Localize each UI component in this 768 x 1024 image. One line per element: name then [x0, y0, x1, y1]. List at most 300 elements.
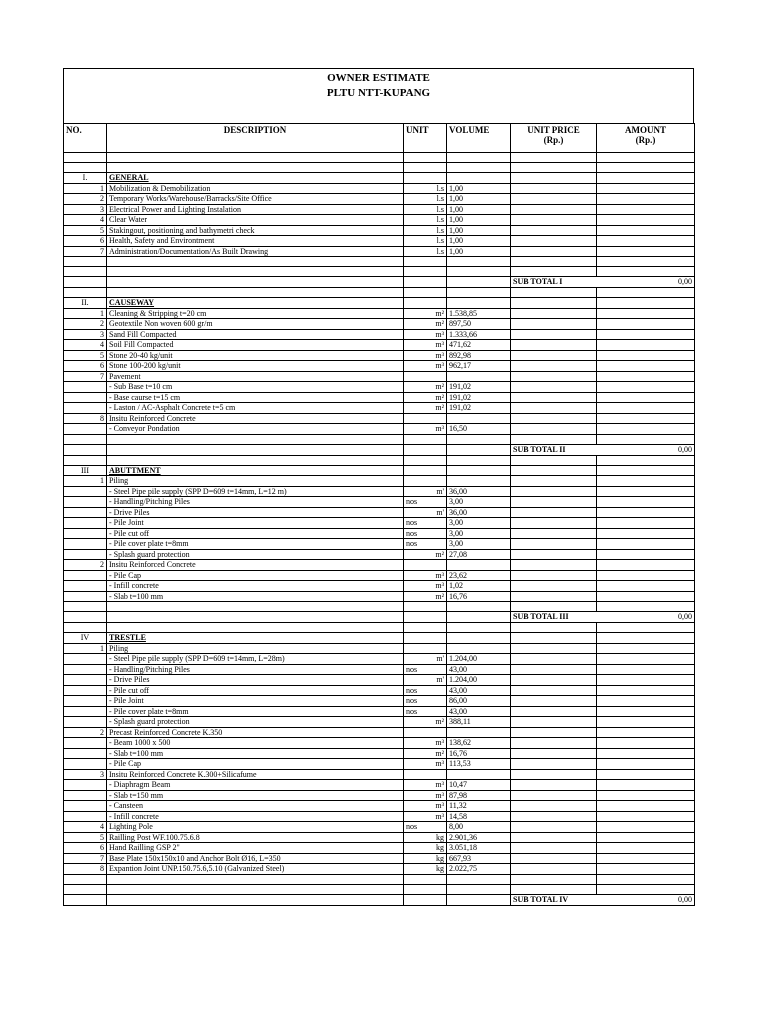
item-unit: m² [404, 392, 447, 403]
item-description: Piling [107, 643, 404, 654]
item-volume [447, 560, 511, 571]
item-volume [447, 371, 511, 382]
column-header-amount [597, 124, 695, 153]
line-item-row [64, 403, 695, 414]
item-unit: nos [404, 539, 447, 550]
subtotal-amount: 0,00 [597, 444, 695, 455]
item-number [64, 539, 107, 550]
item-amount [597, 340, 695, 351]
item-unit-price [511, 591, 597, 602]
item-number [64, 801, 107, 812]
table-header-row [64, 124, 695, 153]
item-description: Pavement [107, 371, 404, 382]
line-item-row [64, 591, 695, 602]
item-unit [404, 476, 447, 487]
item-amount [597, 811, 695, 822]
item-unit-price [511, 204, 597, 215]
item-unit: m² [404, 382, 447, 393]
item-unit: kg [404, 832, 447, 843]
item-unit: m³ [404, 350, 447, 361]
item-unit: m² [404, 403, 447, 414]
column-header-unit: UNIT [404, 124, 447, 153]
unit-cell [404, 444, 447, 455]
unit-price-cell [511, 465, 597, 476]
unit-price-cell [511, 298, 597, 309]
item-unit-price [511, 246, 597, 257]
item-volume: 3,00 [447, 518, 511, 529]
item-amount [597, 236, 695, 247]
item-unit: nos [404, 685, 447, 696]
item-unit: nos [404, 696, 447, 707]
subtotal-row [64, 277, 695, 288]
item-unit [404, 560, 447, 571]
item-volume: 1.333,66 [447, 329, 511, 340]
document-header [63, 68, 694, 123]
subtotal-amount: 0,00 [597, 612, 695, 623]
item-volume: 3,00 [447, 539, 511, 550]
line-item-row [64, 539, 695, 550]
item-volume: 962,17 [447, 361, 511, 372]
description-cell [107, 612, 404, 623]
item-unit-price [511, 706, 597, 717]
unit-cell [404, 277, 447, 288]
no-cell [64, 288, 107, 298]
item-unit: m² [404, 591, 447, 602]
unit-cell [404, 455, 447, 465]
line-item-row [64, 350, 695, 361]
blank-row [64, 288, 695, 298]
item-description: Soil Fill Compacted [107, 340, 404, 351]
line-item-row [64, 696, 695, 707]
item-volume [447, 643, 511, 654]
item-volume: 43,00 [447, 706, 511, 717]
line-item-row [64, 759, 695, 770]
description-cell [107, 455, 404, 465]
subtotal-amount: 0,00 [597, 277, 695, 288]
item-volume: 897,50 [447, 319, 511, 330]
item-amount [597, 759, 695, 770]
amount-cell [597, 153, 695, 163]
item-unit-price [511, 790, 597, 801]
item-number [64, 382, 107, 393]
item-unit [404, 769, 447, 780]
item-unit: m³ [404, 780, 447, 791]
line-item-row [64, 664, 695, 675]
subtotal-label: SUB TOTAL I [511, 277, 597, 288]
item-number: 2 [64, 727, 107, 738]
item-description: Insitu Reinforced Concrete K.300+Silicafume [107, 769, 404, 780]
line-item-row [64, 738, 695, 749]
item-number [64, 403, 107, 414]
item-amount [597, 350, 695, 361]
item-unit-price [511, 518, 597, 529]
description-cell [107, 288, 404, 298]
item-description: - Pile cut off [107, 528, 404, 539]
item-number [64, 780, 107, 791]
item-unit-price [511, 486, 597, 497]
item-unit-price [511, 843, 597, 854]
no-cell [64, 623, 107, 633]
item-amount [597, 769, 695, 780]
line-item-row [64, 706, 695, 717]
item-number: 2 [64, 319, 107, 330]
item-description: Base Plate 150x150x10 and Anchor Bolt Ø16, L=350 [107, 853, 404, 864]
item-unit-price [511, 308, 597, 319]
description-cell [107, 623, 404, 633]
blank-row [64, 257, 695, 267]
no-cell [64, 455, 107, 465]
item-description: - Pile Joint [107, 518, 404, 529]
item-unit: m' [404, 654, 447, 665]
line-item-row [64, 769, 695, 780]
item-volume: 3.051,18 [447, 843, 511, 854]
item-description: Hand Railling GSP 2" [107, 843, 404, 854]
unit-cell [404, 874, 447, 884]
item-unit-price [511, 643, 597, 654]
item-number [64, 392, 107, 403]
unit-cell [404, 288, 447, 298]
item-description: - Steel Pipe pile supply (SPP D=609 t=14mm, L=12 m) [107, 486, 404, 497]
volume-cell [447, 163, 511, 173]
item-amount [597, 570, 695, 581]
item-amount [597, 183, 695, 194]
item-amount [597, 204, 695, 215]
section-heading-row [64, 173, 695, 184]
item-description: - Handling/Pitching Piles [107, 497, 404, 508]
item-volume: 87,98 [447, 790, 511, 801]
item-unit: nos [404, 822, 447, 833]
line-item-row [64, 685, 695, 696]
section-title: GENERAL [107, 173, 404, 184]
item-number [64, 790, 107, 801]
item-amount [597, 832, 695, 843]
item-number: 1 [64, 476, 107, 487]
blank-row [64, 602, 695, 612]
no-cell [64, 153, 107, 163]
document-subtitle: PLTU NTT-KUPANG [326, 87, 431, 99]
item-description: Clear Water [107, 215, 404, 226]
item-volume: 667,93 [447, 853, 511, 864]
item-description: - Pile Cap [107, 759, 404, 770]
line-item-row [64, 371, 695, 382]
item-amount [597, 643, 695, 654]
item-description: - Base caurse t=15 cm [107, 392, 404, 403]
item-unit: m² [404, 748, 447, 759]
item-volume: 191,02 [447, 392, 511, 403]
item-volume [447, 413, 511, 424]
unit-cell [404, 633, 447, 644]
section-number: IV [64, 633, 107, 644]
description-cell [107, 163, 404, 173]
item-description: Insitu Reinforced Concrete [107, 413, 404, 424]
unit-price-cell [511, 602, 597, 612]
amount-cell [597, 633, 695, 644]
item-amount [597, 727, 695, 738]
blank-row [64, 267, 695, 277]
item-description: Stakingout, positioning and bathymetri check [107, 225, 404, 236]
line-item-row [64, 308, 695, 319]
line-item-row [64, 382, 695, 393]
item-amount [597, 706, 695, 717]
volume-cell [447, 277, 511, 288]
line-item-row [64, 654, 695, 665]
item-unit: nos [404, 528, 447, 539]
item-unit-price [511, 759, 597, 770]
section-number: II. [64, 298, 107, 309]
amount-cell [597, 288, 695, 298]
item-unit: kg [404, 853, 447, 864]
item-amount [597, 790, 695, 801]
item-number [64, 811, 107, 822]
item-description: Administration/Documentation/As Built Drawing [107, 246, 404, 257]
line-item-row [64, 864, 695, 875]
unit-cell [404, 163, 447, 173]
unit-cell [404, 267, 447, 277]
item-volume: 388,11 [447, 717, 511, 728]
item-unit-price [511, 539, 597, 550]
item-description: - Slab t=100 mm [107, 591, 404, 602]
item-unit: kg [404, 843, 447, 854]
amount-cell [597, 257, 695, 267]
amount-cell [597, 455, 695, 465]
item-amount [597, 801, 695, 812]
item-unit: m³ [404, 811, 447, 822]
line-item-row [64, 413, 695, 424]
item-unit-price [511, 392, 597, 403]
item-description: - Handling/Pitching Piles [107, 664, 404, 675]
volume-cell [447, 623, 511, 633]
unit-price-cell [511, 257, 597, 267]
line-item-row [64, 236, 695, 247]
line-item-row [64, 392, 695, 403]
item-unit-price [511, 424, 597, 435]
line-item-row [64, 486, 695, 497]
amount-cell [597, 173, 695, 184]
item-unit-price [511, 748, 597, 759]
item-unit: m³ [404, 570, 447, 581]
item-unit: m³ [404, 424, 447, 435]
item-volume: 1.204,00 [447, 675, 511, 686]
item-unit-price [511, 382, 597, 393]
item-number: 4 [64, 215, 107, 226]
item-amount [597, 685, 695, 696]
item-description: Electrical Power and Lighting Instalation [107, 204, 404, 215]
item-number: 6 [64, 361, 107, 372]
description-cell [107, 884, 404, 894]
section-title: CAUSEWAY [107, 298, 404, 309]
item-unit-price [511, 476, 597, 487]
item-amount [597, 581, 695, 592]
item-volume: 1,00 [447, 204, 511, 215]
item-amount [597, 413, 695, 424]
line-item-row [64, 225, 695, 236]
item-unit: m' [404, 675, 447, 686]
item-amount [597, 329, 695, 340]
item-volume: 1,00 [447, 183, 511, 194]
line-item-row [64, 194, 695, 205]
column-header-unit-price [511, 124, 597, 153]
item-unit-price [511, 371, 597, 382]
amount-cell [597, 163, 695, 173]
item-number [64, 581, 107, 592]
unit-price-cell [511, 874, 597, 884]
amount-cell [597, 298, 695, 309]
item-amount [597, 476, 695, 487]
item-unit-price [511, 194, 597, 205]
item-unit-price [511, 225, 597, 236]
item-number [64, 424, 107, 435]
item-amount [597, 675, 695, 686]
no-cell [64, 602, 107, 612]
item-amount [597, 215, 695, 226]
subtotal-label: SUB TOTAL II [511, 444, 597, 455]
item-unit [404, 643, 447, 654]
item-unit: m² [404, 549, 447, 560]
item-unit: m³ [404, 329, 447, 340]
item-number [64, 507, 107, 518]
no-cell [64, 163, 107, 173]
item-description: - Pile cover plate t=8mm [107, 706, 404, 717]
item-number: 7 [64, 371, 107, 382]
item-unit-price [511, 507, 597, 518]
item-unit-price [511, 329, 597, 340]
item-unit [404, 413, 447, 424]
amount-cell [597, 602, 695, 612]
item-unit-price [511, 654, 597, 665]
blank-row [64, 884, 695, 894]
item-unit-price [511, 780, 597, 791]
subtotal-amount: 0,00 [597, 894, 695, 905]
item-number [64, 528, 107, 539]
item-unit-price [511, 801, 597, 812]
description-cell [107, 874, 404, 884]
item-unit-price [511, 215, 597, 226]
volume-cell [447, 298, 511, 309]
item-volume [447, 727, 511, 738]
item-amount [597, 497, 695, 508]
item-unit: m³ [404, 361, 447, 372]
item-unit-price [511, 183, 597, 194]
item-description: - Pile cover plate t=8mm [107, 539, 404, 550]
item-volume: 1,00 [447, 215, 511, 226]
item-description: - Drive Piles [107, 675, 404, 686]
amount-currency: (Rp.) [635, 134, 656, 145]
item-number [64, 748, 107, 759]
item-description: - Laston / AC-Asphalt Concrete t=5 cm [107, 403, 404, 414]
item-number: 4 [64, 822, 107, 833]
item-volume: 14,58 [447, 811, 511, 822]
item-unit: m' [404, 507, 447, 518]
item-unit: m' [404, 486, 447, 497]
item-amount [597, 591, 695, 602]
item-amount [597, 549, 695, 560]
volume-cell [447, 288, 511, 298]
item-unit-price [511, 822, 597, 833]
item-unit-price [511, 528, 597, 539]
item-volume: 36,00 [447, 507, 511, 518]
item-number [64, 497, 107, 508]
item-number: 8 [64, 413, 107, 424]
item-unit-price [511, 549, 597, 560]
unit-price-currency: (Rp.) [543, 134, 564, 145]
item-unit-price [511, 738, 597, 749]
blank-row [64, 874, 695, 884]
item-volume: 3,00 [447, 528, 511, 539]
section-number: III [64, 465, 107, 476]
item-description: Expantion Joint UNP.150.75.6,5.10 (Galvanized Steel) [107, 864, 404, 875]
volume-cell [447, 633, 511, 644]
item-description: Geotextile Non woven 600 gr/m [107, 319, 404, 330]
unit-price-label: UNIT PRICE [527, 125, 580, 135]
item-unit-price [511, 853, 597, 864]
item-unit-price [511, 497, 597, 508]
item-unit: m³ [404, 801, 447, 812]
item-description: - Splash guard protection [107, 549, 404, 560]
item-number [64, 717, 107, 728]
blank-row [64, 163, 695, 173]
blank-row [64, 434, 695, 444]
item-description: - Slab t=150 mm [107, 790, 404, 801]
amount-cell [597, 623, 695, 633]
unit-cell [404, 602, 447, 612]
item-unit-price [511, 340, 597, 351]
item-amount [597, 738, 695, 749]
section-heading-row [64, 298, 695, 309]
item-volume: 16,50 [447, 424, 511, 435]
item-number: 3 [64, 769, 107, 780]
item-description: - Pile Joint [107, 696, 404, 707]
line-item-row [64, 822, 695, 833]
unit-cell [404, 153, 447, 163]
item-number: 5 [64, 832, 107, 843]
blank-row [64, 623, 695, 633]
item-unit-price [511, 864, 597, 875]
line-item-row [64, 570, 695, 581]
item-number: 2 [64, 194, 107, 205]
item-description: Lighting Pole [107, 822, 404, 833]
item-description: - Infill concrete [107, 581, 404, 592]
description-cell [107, 277, 404, 288]
item-unit: l.s [404, 225, 447, 236]
item-unit: m² [404, 319, 447, 330]
item-description: - Beam 1000 x 500 [107, 738, 404, 749]
item-volume: 8,00 [447, 822, 511, 833]
unit-price-cell [511, 434, 597, 444]
item-volume: 1,00 [447, 246, 511, 257]
item-volume: 191,02 [447, 382, 511, 393]
item-number [64, 738, 107, 749]
item-description: - Conveyor Pondation [107, 424, 404, 435]
item-volume: 1,02 [447, 581, 511, 592]
item-amount [597, 382, 695, 393]
unit-cell [404, 465, 447, 476]
item-amount [597, 654, 695, 665]
item-description: - Sub Base t=10 cm [107, 382, 404, 393]
volume-cell [447, 173, 511, 184]
item-volume: 1.204,00 [447, 654, 511, 665]
item-volume: 43,00 [447, 664, 511, 675]
column-header-no: NO. [64, 124, 107, 153]
item-unit-price [511, 727, 597, 738]
description-cell [107, 434, 404, 444]
item-number: 1 [64, 643, 107, 654]
item-amount [597, 822, 695, 833]
item-description: - Cansteen [107, 801, 404, 812]
item-unit-price [511, 319, 597, 330]
item-unit: nos [404, 518, 447, 529]
item-description: - Infill concrete [107, 811, 404, 822]
no-cell [64, 267, 107, 277]
